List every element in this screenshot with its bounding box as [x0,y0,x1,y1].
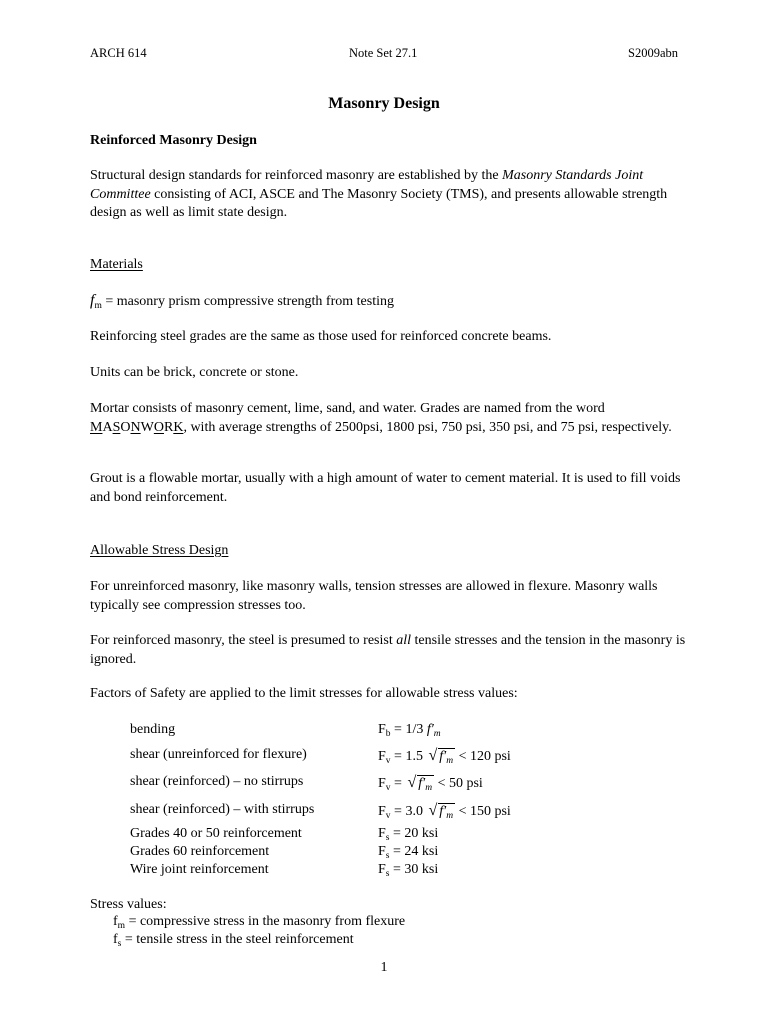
stress-heading: Stress values: [90,897,167,912]
factor-symbol: F [378,826,386,841]
sqrt-icon: √ [428,802,438,819]
sqrt-icon: √ [407,774,417,791]
factor-label: shear (reinforced) – no stirrups [130,774,304,789]
factor-symbol: F [378,804,386,819]
fm-prime-mark: ′ [430,722,434,737]
mortar-letter: M [90,419,103,435]
fm-symbol: f [90,292,95,309]
steel-paragraph: Reinforcing steel grades are the same as those used for reinforced concrete beams. [90,329,552,344]
factor-label: Grades 60 reinforcement [130,844,270,859]
fm-prime-term [427,722,441,737]
header-course: ARCH 614 [90,46,147,60]
factor-coefficient: = 20 ksi [389,826,439,841]
grout-paragraph: Grout is a flowable mortar, usually with a high amount of water to cement material. It is used to fill voids and bond reinforcement. [90,471,681,505]
fm-prime-f: f [439,749,444,764]
fm-definition-text: = masonry prism compressive strength from testing [101,294,394,309]
asd-paragraph-1: For unreinforced masonry, like masonry walls, tension stresses are allowed in flexure. Masonry walls typically see compression stresses too. [90,579,658,613]
stress-fm-subscript: m [117,921,126,931]
page-title: Masonry Design [328,95,440,112]
sqrt-icon: √ [428,747,438,764]
factor-symbol: F [378,749,386,764]
factor-subscript: s [385,851,390,861]
units-paragraph: Units can be brick, concrete or stone. [90,365,299,380]
factor-subscript: v [385,811,391,821]
asd-paragraph-3: Factors of Safety are applied to the limit stresses for allowable stress values: [90,686,518,701]
factor-limit: < 50 psi [434,776,483,791]
sqrt-radicand [417,775,434,793]
intro-committee-name: Masonry Standards Joint Committee [90,168,644,202]
stress-fs-symbol: f [113,932,118,947]
factor-formula [378,722,441,739]
factor-coefficient: = 1.5 [390,749,427,764]
fm-prime-mark: ′ [443,749,447,764]
factor-coefficient: = 1/3 [390,722,427,737]
mortar-letter: N [130,419,141,435]
fm-prime-f: f [426,722,431,737]
factor-coefficient: = [390,776,406,791]
fm-prime-subscript: m [446,756,454,766]
fm-definition [90,292,394,311]
section-subtitle: Reinforced Masonry Design [90,133,257,148]
factor-limit: < 150 psi [455,804,511,819]
fm-prime-subscript: m [433,729,441,739]
intro-paragraph [90,167,690,223]
factor-formula [378,862,438,879]
stress-fm-definition: = compressive stress in the masonry from flexure [125,914,406,929]
factor-formula [378,747,511,766]
stress-fm-symbol: f [113,914,118,929]
fm-prime-term [418,776,432,791]
fm-prime-mark: ′ [443,804,447,819]
asd-paragraph-2 [90,632,690,669]
factor-formula [378,826,438,843]
asd-p2-text-1: For reinforced masonry, the steel is presumed to resist [90,633,397,648]
factor-symbol: F [378,862,386,877]
mortar-letter: O [153,419,164,435]
factor-coefficient: = 30 ksi [389,862,439,877]
stress-fm-line [113,914,405,931]
mortar-letter: A [102,419,113,435]
sqrt-radicand [438,803,455,821]
factor-label: bending [130,722,176,737]
header-code: S2009abn [628,46,678,60]
fm-prime-term [439,804,453,819]
factor-label: Grades 40 or 50 reinforcement [130,826,302,841]
fm-prime-subscript: m [425,783,433,793]
factor-formula [378,844,438,861]
intro-text-2: consisting of ACI, ASCE and The Masonry Society (TMS), and presents allowable strength design as well as limit state design. [90,186,668,220]
factor-formula [378,802,511,821]
factor-label: shear (unreinforced for flexure) [130,747,307,762]
asd-p2-emphasis: all [396,633,412,648]
mortar-paragraph [90,400,690,437]
asd-p2-text-2: tensile stresses and the tension in the masonry is ignored. [90,633,686,667]
header-note-set: Note Set 27.1 [349,46,418,60]
fm-prime-term [439,749,453,764]
factor-coefficient: = 24 ksi [389,844,439,859]
mortar-letter: O [120,419,131,435]
asd-heading: Allowable Stress Design [90,543,229,558]
mortar-text-1: Mortar consists of masonry cement, lime, sand, and water. Grades are named from the word [90,401,605,416]
stress-fs-subscript: s [117,939,122,949]
sqrt-radicand [438,748,455,766]
fm-prime-f: f [439,804,444,819]
stress-fs-definition: = tensile stress in the steel reinforcement [121,932,354,947]
mortar-letter: R [163,419,174,435]
factor-limit: < 120 psi [455,749,511,764]
factor-coefficient: = 3.0 [390,804,427,819]
factor-symbol: F [378,776,386,791]
stress-fs-line [113,932,354,949]
mortar-letter: W [140,419,154,435]
factor-symbol: F [378,844,386,859]
factor-label: shear (reinforced) – with stirrups [130,802,315,817]
factor-symbol: F [378,722,386,737]
factor-label: Wire joint reinforcement [130,862,269,877]
page-number: 1 [380,960,388,975]
factor-formula [378,774,483,793]
fm-prime-f: f [418,776,423,791]
intro-text-1: Structural design standards for reinforced masonry are established by the [90,168,503,183]
fm-subscript: m [94,301,102,311]
mortar-letter: S [112,419,121,435]
factor-subscript: s [385,869,390,879]
fm-prime-subscript: m [446,811,454,821]
mortar-text-2: , with average strengths of 2500psi, 1800 psi, 750 psi, 350 psi, and 75 psi, respectively. [183,419,672,435]
factor-subscript: b [385,729,391,739]
factor-subscript: v [385,756,391,766]
factor-subscript: v [385,783,391,793]
mortar-letter: K [173,419,184,435]
fm-prime-mark: ′ [422,776,426,791]
factor-subscript: s [385,833,390,843]
materials-heading: Materials [90,257,143,272]
